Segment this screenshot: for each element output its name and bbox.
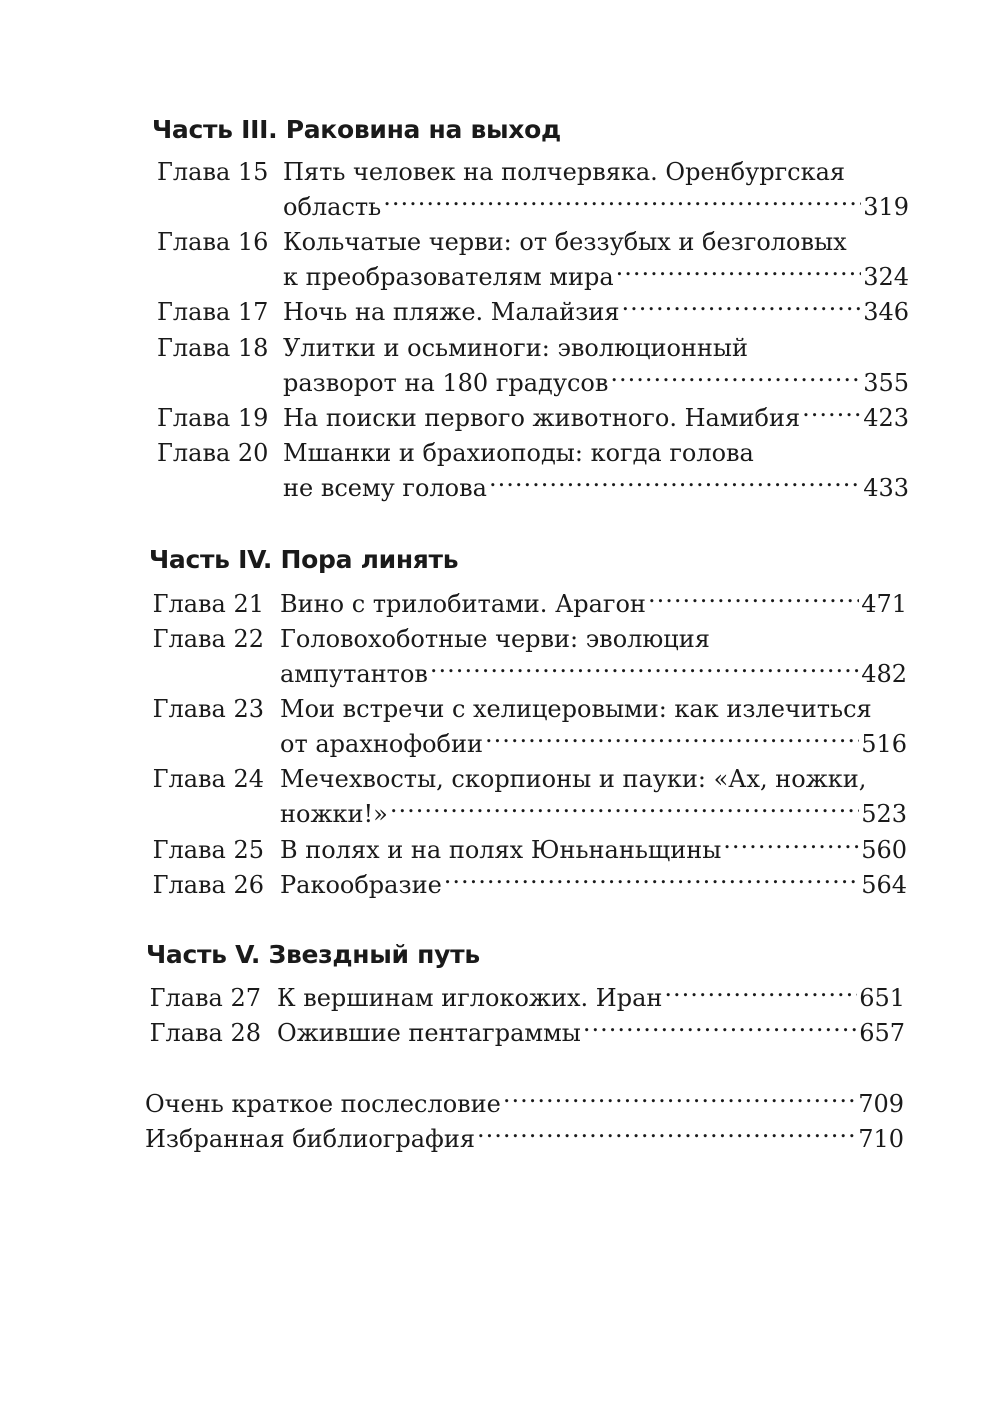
chapter-number: Глава 21 (152, 590, 264, 618)
toc-entry[interactable] (157, 436, 909, 506)
page-number: 346 (863, 298, 909, 326)
toc-entry[interactable] (157, 295, 909, 330)
chapter-title-line: разворот на 180 градусов (283, 369, 609, 397)
back-matter-entry[interactable] (145, 1087, 904, 1122)
part-heading: Часть III. Раковина на выход (152, 115, 561, 144)
toc-entry[interactable] (157, 401, 909, 436)
chapter-number: Глава 26 (152, 871, 264, 899)
chapter-title-line: Ожившие пентаграммы (277, 1019, 581, 1047)
page-number: 423 (863, 404, 909, 432)
back-matter-entry[interactable] (145, 1122, 904, 1157)
dot-leader (616, 261, 862, 285)
chapter-title-line: область (283, 193, 382, 221)
chapter-title-line: Кольчатые черви: от беззубых и безголовых (283, 228, 847, 256)
dot-leader (503, 1088, 856, 1112)
dot-leader (383, 191, 861, 215)
chapter-title-line: Вино с трилобитами. Арагон (280, 590, 646, 618)
back-matter-title: Очень краткое послесловие (145, 1090, 501, 1118)
page-number: 560 (861, 836, 907, 864)
page-number: 709 (858, 1090, 904, 1118)
chapter-number: Глава 18 (157, 334, 269, 362)
dot-leader (648, 588, 859, 612)
chapter-title-line: Мечехвосты, скорпионы и пауки: «Ах, ножки, (280, 765, 867, 793)
chapter-number: Глава 17 (157, 298, 269, 326)
chapter-number: Глава 24 (152, 765, 264, 793)
dot-leader (430, 658, 859, 682)
dot-leader (444, 869, 859, 893)
chapter-title-line: Пять человек на полчервяка. Оренбургская (283, 158, 846, 186)
part-heading: Часть IV. Пора линять (149, 545, 459, 574)
part-heading: Часть V. Звездный путь (146, 940, 480, 969)
chapter-title-line: К вершинам иглокожих. Иран (277, 984, 663, 1012)
page-number: 710 (858, 1125, 904, 1153)
chapter-title-line: В полях и на полях Юньнаньщины (280, 836, 722, 864)
page-number: 355 (863, 369, 909, 397)
page-number: 482 (861, 660, 907, 688)
back-matter-title: Избранная библиография (145, 1125, 475, 1153)
dot-leader (621, 296, 861, 320)
dot-leader (489, 472, 861, 496)
dot-leader (802, 402, 861, 426)
chapter-number: Глава 19 (157, 404, 269, 432)
chapter-title-line: На поиски первого животного. Намибия (283, 404, 801, 432)
page-number: 651 (859, 984, 905, 1012)
chapter-title-line: Ночь на пляже. Малайзия (283, 298, 620, 326)
chapter-number: Глава 25 (152, 836, 264, 864)
chapter-title-line: ножки!» (280, 800, 388, 828)
toc-entry[interactable] (157, 225, 909, 295)
chapter-title-line: ампутантов (280, 660, 428, 688)
toc-entry[interactable] (152, 692, 907, 762)
dot-leader (485, 728, 859, 752)
dot-leader (610, 367, 861, 391)
chapter-number: Глава 15 (157, 158, 269, 186)
chapter-number: Глава 23 (152, 695, 264, 723)
toc-entry[interactable] (149, 981, 905, 1016)
toc-entry[interactable] (152, 622, 907, 692)
chapter-title-line: Мшанки и брахиоподы: когда голова (283, 439, 754, 467)
dot-leader (477, 1123, 856, 1147)
chapter-title-line: Мои встречи с хелицеровыми: как излечиться (280, 695, 872, 723)
chapter-number: Глава 28 (149, 1019, 261, 1047)
toc-entry[interactable] (152, 762, 907, 832)
toc-entry[interactable] (157, 155, 909, 225)
chapter-title-line: от арахнофобии (280, 730, 483, 758)
chapter-title-line: Головохоботные черви: эволюция (280, 625, 710, 653)
page-number: 523 (861, 800, 907, 828)
toc-entry[interactable] (157, 331, 909, 401)
chapter-number: Глава 16 (157, 228, 269, 256)
dot-leader (390, 798, 859, 822)
chapter-number: Глава 22 (152, 625, 264, 653)
page-number: 564 (861, 871, 907, 899)
page-number: 319 (863, 193, 909, 221)
toc-entry[interactable] (152, 833, 907, 868)
dot-leader (664, 982, 857, 1006)
toc-entry[interactable] (149, 1016, 905, 1051)
toc-entry[interactable] (152, 868, 907, 903)
page-number: 516 (861, 730, 907, 758)
chapter-title-line: не всему голова (283, 474, 487, 502)
toc-entry[interactable] (152, 587, 907, 622)
chapter-title-line: к преобразователям мира (283, 263, 614, 291)
page-number: 433 (863, 474, 909, 502)
page-number: 471 (861, 590, 907, 618)
chapter-number: Глава 27 (149, 984, 261, 1012)
chapter-title-line: Улитки и осьминоги: эволюционный (283, 334, 748, 362)
chapter-number: Глава 20 (157, 439, 269, 467)
chapter-title-line: Ракообразие (280, 871, 442, 899)
dot-leader (723, 834, 859, 858)
dot-leader (583, 1017, 857, 1041)
page-number: 324 (863, 263, 909, 291)
page-number: 657 (859, 1019, 905, 1047)
